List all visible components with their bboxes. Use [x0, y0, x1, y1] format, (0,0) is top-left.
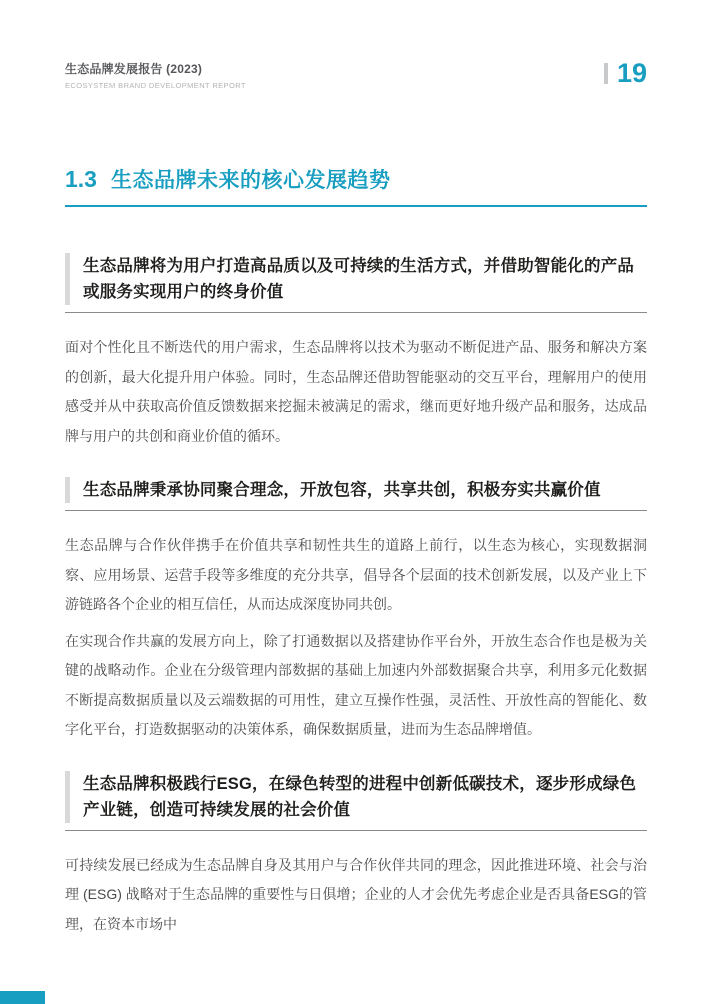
section-number: 1.3: [65, 166, 97, 192]
page-number-group: [604, 60, 647, 87]
body-paragraph: 在实现合作共赢的发展方向上，除了打通数据以及搭建协作平台外，开放生态合作也是极为关键的战略动作。企业在分级管理内部数据的基础上加速内外部数据聚合共享，利用多元化数据不断提高数据质量以及云端数据的可用性，建立互操作性强，灵活性、开放性高的智能化、数字化平台，打造数据驱动的决策体系，确保数据质量，进而为生态品牌增值。: [65, 632, 647, 737]
block-heading-wrap: [65, 477, 647, 511]
block-heading: 生态品牌积极践行ESG，在绿色转型的进程中创新低碳技术，逐步形成绿色产业链，创造可持续发展的社会价值: [65, 771, 647, 823]
content-block-lifestyle-value: [65, 253, 647, 451]
body-paragraph: 可持续发展已经成为生态品牌自身及其用户与合作伙伴共同的理念，因此推进环境、社会与治理 (ESG) 战略对于生态品牌的重要性与日俱增；企业的人才会优先考虑企业是否具备ESG的管理，在资本市场中: [65, 856, 647, 932]
page-content: [65, 253, 647, 965]
page-number-divider-bar: [604, 63, 608, 84]
report-title: 生态品牌发展报告 (2023): [65, 62, 203, 76]
body-paragraph: 面对个性化且不断迭代的用户需求，生态品牌将以技术为驱动不断促进产品、服务和解决方案的创新，最大化提升用户体验。同时，生态品牌还借助智能驱动的交互平台，理解用户的使用感受并从中获取高价值反馈数据来挖掘未被满足的需求，继而更好地升级产品和服务，达成品牌与用户的共创和商业价值的循环。: [65, 339, 647, 444]
body-paragraph: 生态品牌与合作伙伴携手在价值共享和韧性共生的道路上前行，以生态为核心，实现数据洞察、应用场景、运营手段等多维度的充分共享，倡导各个层面的技术创新发展，以及产业上下游链路各个企业的相互信任，从而达成深度协同共创。: [65, 537, 647, 612]
page-header: [65, 60, 647, 90]
section-title: [65, 164, 647, 207]
block-heading: 生态品牌将为用户打造高品质以及可持续的生活方式，并借助智能化的产品或服务实现用户的终身价值: [65, 253, 647, 305]
block-heading-wrap: [65, 771, 647, 831]
page-number: 19: [616, 58, 647, 88]
footer-accent-bar: [0, 991, 45, 1004]
block-heading-wrap: [65, 253, 647, 313]
content-block-win-win-value: [65, 477, 647, 745]
block-heading: 生态品牌秉承协同聚合理念，开放包容，共享共创，积极夯实共赢价值: [65, 477, 647, 503]
section-title-text: 生态品牌未来的核心发展趋势: [110, 169, 391, 192]
report-subtitle: ECOSYSTEM BRAND DEVELOPMENT REPORT: [65, 81, 246, 90]
report-header-titles: [65, 60, 246, 90]
content-block-esg-value: [65, 771, 647, 940]
